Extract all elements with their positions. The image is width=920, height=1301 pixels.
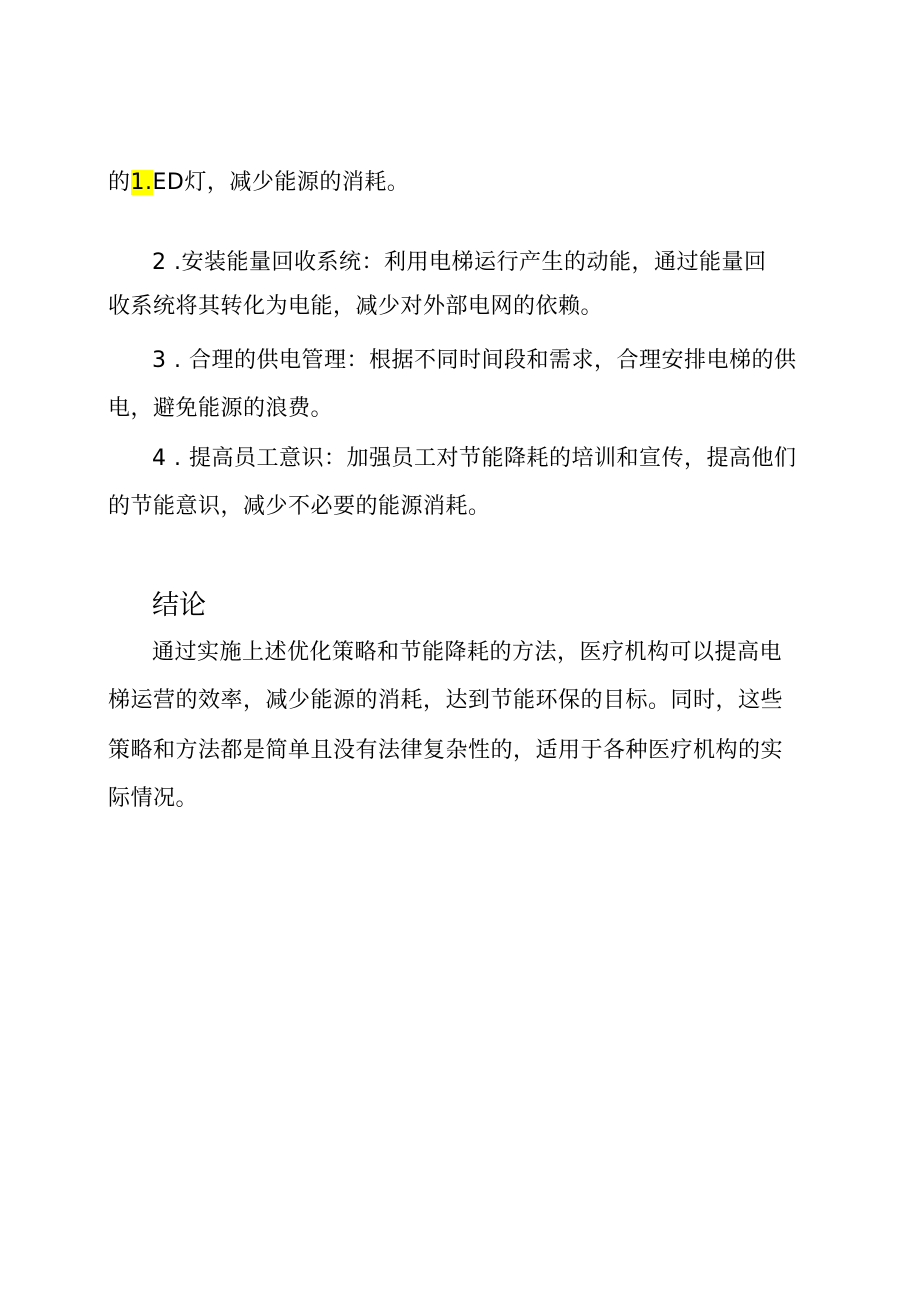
conclusion-line-2: 梯运营的效率，减少能源的消耗，达到节能环保的目标。同时，这些 (108, 688, 784, 713)
item-2-line-1: 2 .安装能量回收系统：利用电梯运行产生的动能，通过能量回 (152, 250, 767, 275)
conclusion-line-4: 际情况。 (108, 786, 199, 811)
item-3-line-1: 3 . 合理的供电管理：根据不同时间段和需求，合理安排电梯的供 (152, 348, 797, 373)
highlighted-text: 1. (130, 170, 153, 195)
continuation-suffix: ED灯，减少能源的消耗。 (152, 170, 410, 195)
continuation-line (108, 168, 818, 198)
conclusion-heading: 结论 (152, 590, 206, 621)
item-4-line-2: 的节能意识，减少不必要的能源消耗。 (108, 494, 491, 519)
conclusion-line-1: 通过实施上述优化策略和节能降耗的方法，医疗机构可以提高电 (152, 640, 783, 665)
conclusion-line-3: 策略和方法都是简单且没有法律复杂性的，适用于各种医疗机构的实 (108, 738, 784, 763)
item-4-line-1: 4 . 提高员工意识：加强员工对节能降耗的培训和宣传，提高他们 (152, 446, 797, 471)
item-3-line-2: 电，避免能源的浪费。 (108, 396, 334, 421)
item-2-line-2: 收系统将其转化为电能，减少对外部电网的依赖。 (108, 294, 604, 319)
continuation-prefix: 的 (108, 170, 131, 195)
